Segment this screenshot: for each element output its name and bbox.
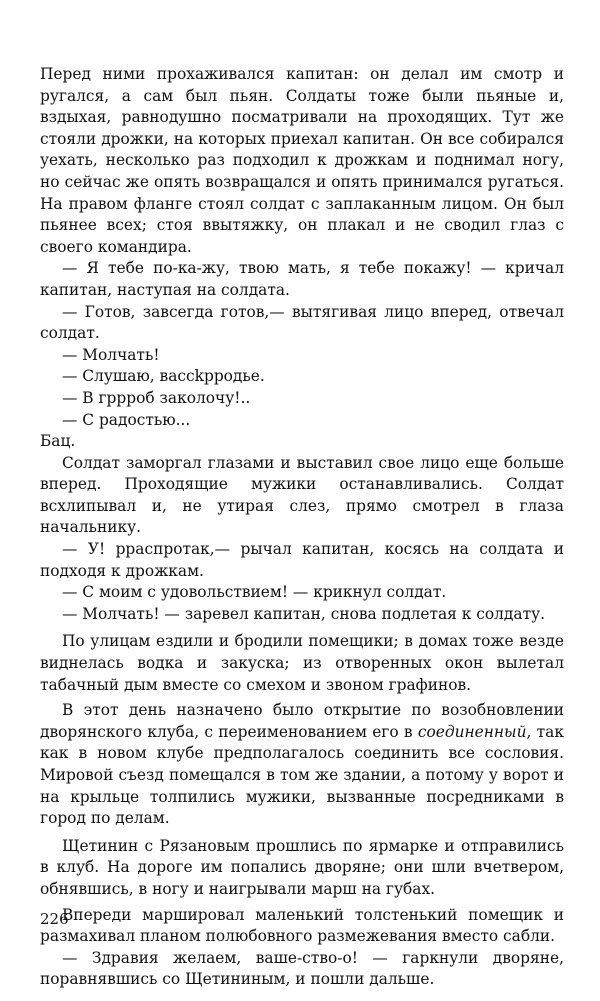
paragraph-dialogue-9: — Молчать! — заревел капитан, снова подлетая к солдату. xyxy=(62,604,546,623)
page-number: 226 xyxy=(40,910,69,928)
paragraph-dialogue-3: — Молчать! xyxy=(62,345,160,364)
paragraph-dialogue-4: — Слушаю, вассkрродье. xyxy=(62,367,265,386)
paragraph-landowners: По улицам ездили и бродили помещики; в домах тоже везде виднелась водка и закуска; из отворенных окон вылетал табачный дым вместе со смехом и звоном графинов. xyxy=(40,632,564,694)
paragraph-bats: Бац. xyxy=(40,432,76,451)
paragraph-soldier: Солдат заморгал глазами и выставил свое лицо еще больше вперед. Проходящие мужики останавливались. Солдат всхлипывал и, не утирая слез, прямо смотрел в глаза начальнику. xyxy=(40,453,564,537)
paragraph-dialogue-2: — Готов, завсегда готов,— вытягивая лицо вперед, отвечал солдат. xyxy=(40,302,564,343)
paragraph-captain: Перед ними прохаживался капитан: он делал им смотр и ругался, а сам был пьян. Солдаты тоже были пьяные и, вздыхая, равнодушно посматривали на проходящих. Тут же стояли дрожки, на которых приехал капитан. Он все собирался уехать, несколько раз подходил к дрожкам и поднимал ногу, но сейчас же опять возвращался и опять принимался ругаться. На правом фланге стоял солдат с заплаканным лицом. Он был пьянее всех; стоя ввытяжку, он плакал и не сводил глаз с своего командира. xyxy=(40,65,564,256)
paragraph-dialogue-10: — Здравия желаем, ваше-ство-о! — гаркнули дворяне, поравнявшись со Щетининым, и пошли дальше. xyxy=(40,948,564,989)
page-text xyxy=(40,64,564,991)
paragraph-dialogue-1: — Я тебе по-ка-жу, твою мать, я тебе покажу! — кричал капитан, наступая на солдата. xyxy=(40,259,564,299)
club-italic-word: соединенный xyxy=(417,722,527,741)
paragraph-fair: Щетинин с Рязановым прошлись по ярмарке и отправились в клуб. На дороге им попались дворяне; они шли вчетвером, обнявшись, в ногу и наигрывали марш на губах. xyxy=(40,836,564,898)
paragraph-dialogue-8: — С моим с удовольствием! — крикнул солдат. xyxy=(62,583,447,602)
club-text-end: , так как в новом клубе предполагалось соединить все сословия. Мировой съезд помещался в том же здании, а потому у ворот и на крыльце толпились мужики, вызванные посредниками в город по делам. xyxy=(40,722,564,828)
paragraph-dialogue-7: — У! ррaспротак,— рычал капитан, косясь на солдата и подходя к дрожкам. xyxy=(40,540,564,580)
paragraph-dialogue-6: — С радостью... xyxy=(62,410,191,429)
paragraph-march: Впереди маршировал маленький толстенький помещик и размахивал планом полюбовного размежевания вместо сабли. xyxy=(40,905,564,946)
club-text-start: В этот день назначено было открытие по возобновлении дворянского клуба, с переименованием его в xyxy=(40,701,564,741)
paragraph-club xyxy=(40,700,564,830)
paragraph-dialogue-5: — В гррроб заколочу!.. xyxy=(62,388,251,407)
